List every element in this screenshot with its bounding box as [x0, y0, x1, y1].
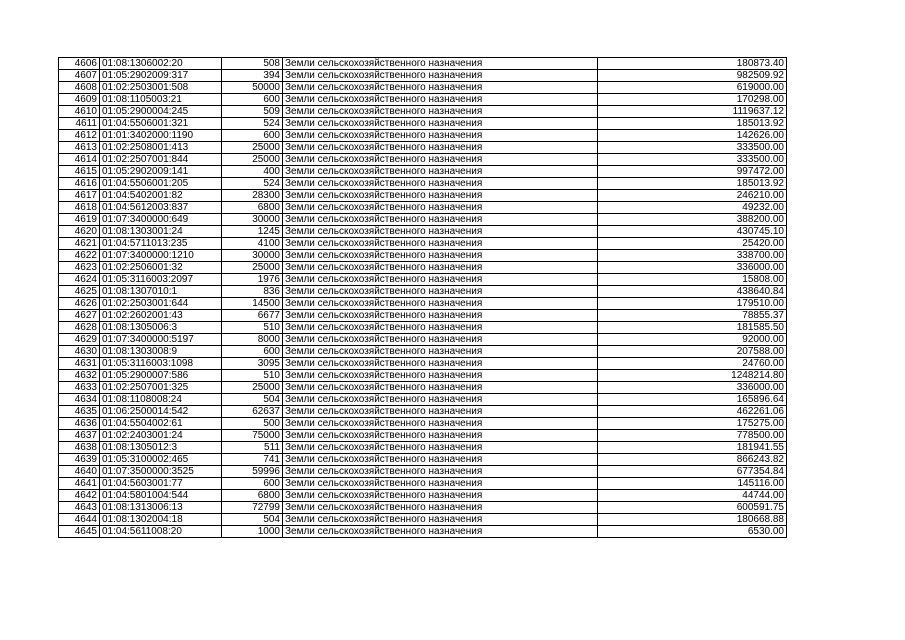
row-number-cell: 4610 — [59, 106, 100, 118]
land-category-cell: Земли сельскохозяйственного назначения — [283, 334, 598, 346]
area-cell: 50000 — [222, 82, 283, 94]
table-row — [59, 478, 787, 490]
cadastral-value-cell: 15808.00 — [598, 274, 787, 286]
row-number-cell: 4639 — [59, 454, 100, 466]
cadastral-number-cell: 01:08:1302004:18 — [100, 514, 222, 526]
area-cell: 25000 — [222, 142, 283, 154]
cadastral-number-cell: 01:05:2900004:245 — [100, 106, 222, 118]
area-cell: 511 — [222, 442, 283, 454]
land-category-cell: Земли сельскохозяйственного назначения — [283, 490, 598, 502]
cadastral-number-cell: 01:08:1108008:24 — [100, 394, 222, 406]
table-row — [59, 274, 787, 286]
area-cell: 1245 — [222, 226, 283, 238]
area-cell: 1976 — [222, 274, 283, 286]
area-cell: 504 — [222, 514, 283, 526]
land-category-cell: Земли сельскохозяйственного назначения — [283, 142, 598, 154]
table-row — [59, 94, 787, 106]
row-number-cell: 4620 — [59, 226, 100, 238]
land-category-cell: Земли сельскохозяйственного назначения — [283, 310, 598, 322]
cadastral-value-cell: 185013.92 — [598, 178, 787, 190]
cadastral-number-cell: 01:08:1303008:9 — [100, 346, 222, 358]
row-number-cell: 4631 — [59, 358, 100, 370]
cadastral-number-cell: 01:04:5504002:61 — [100, 418, 222, 430]
cadastral-number-cell: 01:05:3116003:1098 — [100, 358, 222, 370]
area-cell: 400 — [222, 166, 283, 178]
table-row — [59, 82, 787, 94]
area-cell: 25000 — [222, 382, 283, 394]
cadastral-number-cell: 01:02:2602001:43 — [100, 310, 222, 322]
row-number-cell: 4618 — [59, 202, 100, 214]
land-category-cell: Земли сельскохозяйственного назначения — [283, 358, 598, 370]
area-cell: 6800 — [222, 490, 283, 502]
area-cell: 72799 — [222, 502, 283, 514]
row-number-cell: 4616 — [59, 178, 100, 190]
land-category-cell: Земли сельскохозяйственного назначения — [283, 274, 598, 286]
cadastral-value-cell: 246210.00 — [598, 190, 787, 202]
row-number-cell: 4632 — [59, 370, 100, 382]
row-number-cell: 4614 — [59, 154, 100, 166]
row-number-cell: 4635 — [59, 406, 100, 418]
cadastral-number-cell: 01:08:1307010:1 — [100, 286, 222, 298]
row-number-cell: 4641 — [59, 478, 100, 490]
row-number-cell: 4640 — [59, 466, 100, 478]
cadastral-value-cell: 207588.00 — [598, 346, 787, 358]
land-category-cell: Земли сельскохозяйственного назначения — [283, 190, 598, 202]
table-row — [59, 514, 787, 526]
cadastral-number-cell: 01:05:2902009:317 — [100, 70, 222, 82]
cadastral-value-cell: 92000.00 — [598, 334, 787, 346]
cadastral-value-cell: 677354.84 — [598, 466, 787, 478]
land-category-cell: Земли сельскохозяйственного назначения — [283, 82, 598, 94]
land-category-cell: Земли сельскохозяйственного назначения — [283, 454, 598, 466]
table-row — [59, 178, 787, 190]
cadastral-value-cell: 997472.00 — [598, 166, 787, 178]
cadastral-value-cell: 336000.00 — [598, 262, 787, 274]
cadastral-number-cell: 01:08:1313006:13 — [100, 502, 222, 514]
cadastral-value-cell: 78855.37 — [598, 310, 787, 322]
land-category-cell: Земли сельскохозяйственного назначения — [283, 514, 598, 526]
table-row — [59, 166, 787, 178]
table-row — [59, 346, 787, 358]
cadastral-number-cell: 01:07:3500000:3525 — [100, 466, 222, 478]
area-cell: 30000 — [222, 214, 283, 226]
cadastral-number-cell: 01:04:5801004:544 — [100, 490, 222, 502]
cadastral-value-cell: 180668.88 — [598, 514, 787, 526]
table-row — [59, 322, 787, 334]
cadastral-value-cell: 333500.00 — [598, 142, 787, 154]
area-cell: 3095 — [222, 358, 283, 370]
cadastral-value-cell: 336000.00 — [598, 382, 787, 394]
area-cell: 25000 — [222, 154, 283, 166]
row-number-cell: 4623 — [59, 262, 100, 274]
row-number-cell: 4630 — [59, 346, 100, 358]
table-row — [59, 190, 787, 202]
cadastral-value-cell: 142626.00 — [598, 130, 787, 142]
land-category-cell: Земли сельскохозяйственного назначения — [283, 418, 598, 430]
land-category-cell: Земли сельскохозяйственного назначения — [283, 346, 598, 358]
cadastral-number-cell: 01:04:5506001:205 — [100, 178, 222, 190]
area-cell: 4100 — [222, 238, 283, 250]
cadastral-value-cell: 165896.64 — [598, 394, 787, 406]
area-cell: 836 — [222, 286, 283, 298]
land-category-cell: Земли сельскохозяйственного назначения — [283, 202, 598, 214]
table-row — [59, 334, 787, 346]
row-number-cell: 4626 — [59, 298, 100, 310]
row-number-cell: 4624 — [59, 274, 100, 286]
cadastral-value-cell: 170298.00 — [598, 94, 787, 106]
land-category-cell: Земли сельскохозяйственного назначения — [283, 238, 598, 250]
area-cell: 600 — [222, 94, 283, 106]
row-number-cell: 4637 — [59, 430, 100, 442]
land-category-cell: Земли сельскохозяйственного назначения — [283, 370, 598, 382]
table-row — [59, 430, 787, 442]
table-row — [59, 502, 787, 514]
area-cell: 524 — [222, 178, 283, 190]
row-number-cell: 4613 — [59, 142, 100, 154]
row-number-cell: 4634 — [59, 394, 100, 406]
row-number-cell: 4636 — [59, 418, 100, 430]
table-row — [59, 238, 787, 250]
table-row — [59, 298, 787, 310]
land-category-cell: Земли сельскохозяйственного назначения — [283, 262, 598, 274]
cadastral-number-cell: 01:06:2500014:542 — [100, 406, 222, 418]
row-number-cell: 4621 — [59, 238, 100, 250]
area-cell: 504 — [222, 394, 283, 406]
cadastral-number-cell: 01:02:2507001:844 — [100, 154, 222, 166]
cadastral-number-cell: 01:04:5612003:837 — [100, 202, 222, 214]
table-row — [59, 310, 787, 322]
cadastral-value-cell: 1248214.80 — [598, 370, 787, 382]
land-category-cell: Земли сельскохозяйственного назначения — [283, 250, 598, 262]
cadastral-value-cell: 180873.40 — [598, 58, 787, 70]
table-row — [59, 214, 787, 226]
cadastral-number-cell: 01:05:2902009:141 — [100, 166, 222, 178]
cadastral-value-cell: 333500.00 — [598, 154, 787, 166]
land-category-cell: Земли сельскохозяйственного назначения — [283, 442, 598, 454]
cadastral-number-cell: 01:05:3116003:2097 — [100, 274, 222, 286]
row-number-cell: 4645 — [59, 526, 100, 538]
land-category-cell: Земли сельскохозяйственного назначения — [283, 58, 598, 70]
cadastral-number-cell: 01:08:1306002:20 — [100, 58, 222, 70]
area-cell: 510 — [222, 322, 283, 334]
cadastral-value-cell: 145116.00 — [598, 478, 787, 490]
cadastral-number-cell: 01:08:1105003:21 — [100, 94, 222, 106]
area-cell: 510 — [222, 370, 283, 382]
land-category-cell: Земли сельскохозяйственного назначения — [283, 166, 598, 178]
table-row — [59, 358, 787, 370]
land-category-cell: Земли сельскохозяйственного назначения — [283, 130, 598, 142]
area-cell: 508 — [222, 58, 283, 70]
cadastral-value-cell: 44744.00 — [598, 490, 787, 502]
land-category-cell: Земли сельскохозяйственного назначения — [283, 394, 598, 406]
table-row — [59, 454, 787, 466]
land-category-cell: Земли сельскохозяйственного назначения — [283, 94, 598, 106]
row-number-cell: 4638 — [59, 442, 100, 454]
land-category-cell: Земли сельскохозяйственного назначения — [283, 226, 598, 238]
area-cell: 6800 — [222, 202, 283, 214]
land-category-cell: Земли сельскохозяйственного назначения — [283, 466, 598, 478]
row-number-cell: 4643 — [59, 502, 100, 514]
cadastral-value-cell: 982509.92 — [598, 70, 787, 82]
land-category-cell: Земли сельскохозяйственного назначения — [283, 118, 598, 130]
cadastral-value-cell: 430745.10 — [598, 226, 787, 238]
cadastral-number-cell: 01:01:3402000:1190 — [100, 130, 222, 142]
cadastral-number-cell: 01:04:5611008:20 — [100, 526, 222, 538]
cadastral-number-cell: 01:04:5603001:77 — [100, 478, 222, 490]
cadastral-number-cell: 01:02:2506001:32 — [100, 262, 222, 274]
table-row — [59, 382, 787, 394]
area-cell: 600 — [222, 478, 283, 490]
table-row — [59, 202, 787, 214]
cadastral-value-cell: 6530.00 — [598, 526, 787, 538]
row-number-cell: 4607 — [59, 70, 100, 82]
table-row — [59, 406, 787, 418]
cadastral-value-cell: 778500.00 — [598, 430, 787, 442]
row-number-cell: 4628 — [59, 322, 100, 334]
cadastral-value-cell: 181585.50 — [598, 322, 787, 334]
land-category-cell: Земли сельскохозяйственного назначения — [283, 178, 598, 190]
row-number-cell: 4644 — [59, 514, 100, 526]
area-cell: 600 — [222, 346, 283, 358]
cadastral-value-cell: 1119637.12 — [598, 106, 787, 118]
cadastral-number-cell: 01:08:1305012:3 — [100, 442, 222, 454]
row-number-cell: 4612 — [59, 130, 100, 142]
table-row — [59, 226, 787, 238]
cadastral-value-cell: 388200.00 — [598, 214, 787, 226]
cadastral-value-cell: 438640.84 — [598, 286, 787, 298]
cadastral-value-cell: 181941.55 — [598, 442, 787, 454]
area-cell: 394 — [222, 70, 283, 82]
row-number-cell: 4619 — [59, 214, 100, 226]
cadastral-number-cell: 01:04:5711013:235 — [100, 238, 222, 250]
cadastral-number-cell: 01:02:2508001:413 — [100, 142, 222, 154]
land-category-cell: Земли сельскохозяйственного назначения — [283, 70, 598, 82]
cadastral-number-cell: 01:04:5506001:321 — [100, 118, 222, 130]
table-row — [59, 286, 787, 298]
cadastral-value-cell: 462261.06 — [598, 406, 787, 418]
area-cell: 524 — [222, 118, 283, 130]
table-row — [59, 118, 787, 130]
table-row — [59, 250, 787, 262]
cadastral-value-cell: 179510.00 — [598, 298, 787, 310]
area-cell: 59996 — [222, 466, 283, 478]
land-category-cell: Земли сельскохозяйственного назначения — [283, 502, 598, 514]
area-cell: 75000 — [222, 430, 283, 442]
table-row — [59, 106, 787, 118]
table-row — [59, 370, 787, 382]
land-category-cell: Земли сельскохозяйственного назначения — [283, 286, 598, 298]
area-cell: 6677 — [222, 310, 283, 322]
land-category-cell: Земли сельскохозяйственного назначения — [283, 298, 598, 310]
cadastral-number-cell: 01:05:2900007:586 — [100, 370, 222, 382]
table-body — [59, 58, 787, 538]
table-row — [59, 394, 787, 406]
area-cell: 28300 — [222, 190, 283, 202]
table-row — [59, 418, 787, 430]
land-category-cell: Земли сельскохозяйственного назначения — [283, 430, 598, 442]
cadastral-value-cell: 866243.82 — [598, 454, 787, 466]
table-row — [59, 490, 787, 502]
land-category-cell: Земли сельскохозяйственного назначения — [283, 526, 598, 538]
cadastral-number-cell: 01:05:3100002:465 — [100, 454, 222, 466]
table-row — [59, 466, 787, 478]
row-number-cell: 4625 — [59, 286, 100, 298]
cadastral-number-cell: 01:08:1305006:3 — [100, 322, 222, 334]
table-row — [59, 70, 787, 82]
row-number-cell: 4642 — [59, 490, 100, 502]
cadastral-value-cell: 619000.00 — [598, 82, 787, 94]
cadastral-value-cell: 25420.00 — [598, 238, 787, 250]
cadastral-number-cell: 01:02:2503001:644 — [100, 298, 222, 310]
land-category-cell: Земли сельскохозяйственного назначения — [283, 106, 598, 118]
area-cell: 8000 — [222, 334, 283, 346]
table-row — [59, 142, 787, 154]
row-number-cell: 4611 — [59, 118, 100, 130]
row-number-cell: 4617 — [59, 190, 100, 202]
land-category-cell: Земли сельскохозяйственного назначения — [283, 382, 598, 394]
area-cell: 500 — [222, 418, 283, 430]
cadastral-number-cell: 01:02:2503001:508 — [100, 82, 222, 94]
land-category-cell: Земли сельскохозяйственного назначения — [283, 154, 598, 166]
row-number-cell: 4629 — [59, 334, 100, 346]
land-category-cell: Земли сельскохозяйственного назначения — [283, 322, 598, 334]
cadastral-value-cell: 175275.00 — [598, 418, 787, 430]
cadastral-number-cell: 01:02:2507001:325 — [100, 382, 222, 394]
row-number-cell: 4608 — [59, 82, 100, 94]
row-number-cell: 4606 — [59, 58, 100, 70]
table-row — [59, 154, 787, 166]
area-cell: 600 — [222, 130, 283, 142]
table-row — [59, 526, 787, 538]
table-row — [59, 262, 787, 274]
cadastral-value-cell: 49232.00 — [598, 202, 787, 214]
land-category-cell: Земли сельскохозяйственного назначения — [283, 478, 598, 490]
cadastral-value-cell: 185013.92 — [598, 118, 787, 130]
area-cell: 14500 — [222, 298, 283, 310]
table-row — [59, 130, 787, 142]
cadastral-number-cell: 01:02:2403001:24 — [100, 430, 222, 442]
land-category-cell: Земли сельскохозяйственного назначения — [283, 214, 598, 226]
cadastral-number-cell: 01:07:3400000:5197 — [100, 334, 222, 346]
cadastral-value-cell: 600591.75 — [598, 502, 787, 514]
area-cell: 509 — [222, 106, 283, 118]
table-row — [59, 58, 787, 70]
land-registry-table — [58, 57, 787, 538]
area-cell: 741 — [222, 454, 283, 466]
cadastral-value-cell: 24760.00 — [598, 358, 787, 370]
row-number-cell: 4633 — [59, 382, 100, 394]
row-number-cell: 4622 — [59, 250, 100, 262]
row-number-cell: 4615 — [59, 166, 100, 178]
area-cell: 62637 — [222, 406, 283, 418]
area-cell: 25000 — [222, 262, 283, 274]
row-number-cell: 4609 — [59, 94, 100, 106]
cadastral-number-cell: 01:04:5402001:82 — [100, 190, 222, 202]
cadastral-number-cell: 01:08:1303001:24 — [100, 226, 222, 238]
land-category-cell: Земли сельскохозяйственного назначения — [283, 406, 598, 418]
cadastral-number-cell: 01:07:3400000:649 — [100, 214, 222, 226]
area-cell: 30000 — [222, 250, 283, 262]
table-row — [59, 442, 787, 454]
area-cell: 1000 — [222, 526, 283, 538]
row-number-cell: 4627 — [59, 310, 100, 322]
cadastral-number-cell: 01:07:3400000:1210 — [100, 250, 222, 262]
cadastral-value-cell: 338700.00 — [598, 250, 787, 262]
